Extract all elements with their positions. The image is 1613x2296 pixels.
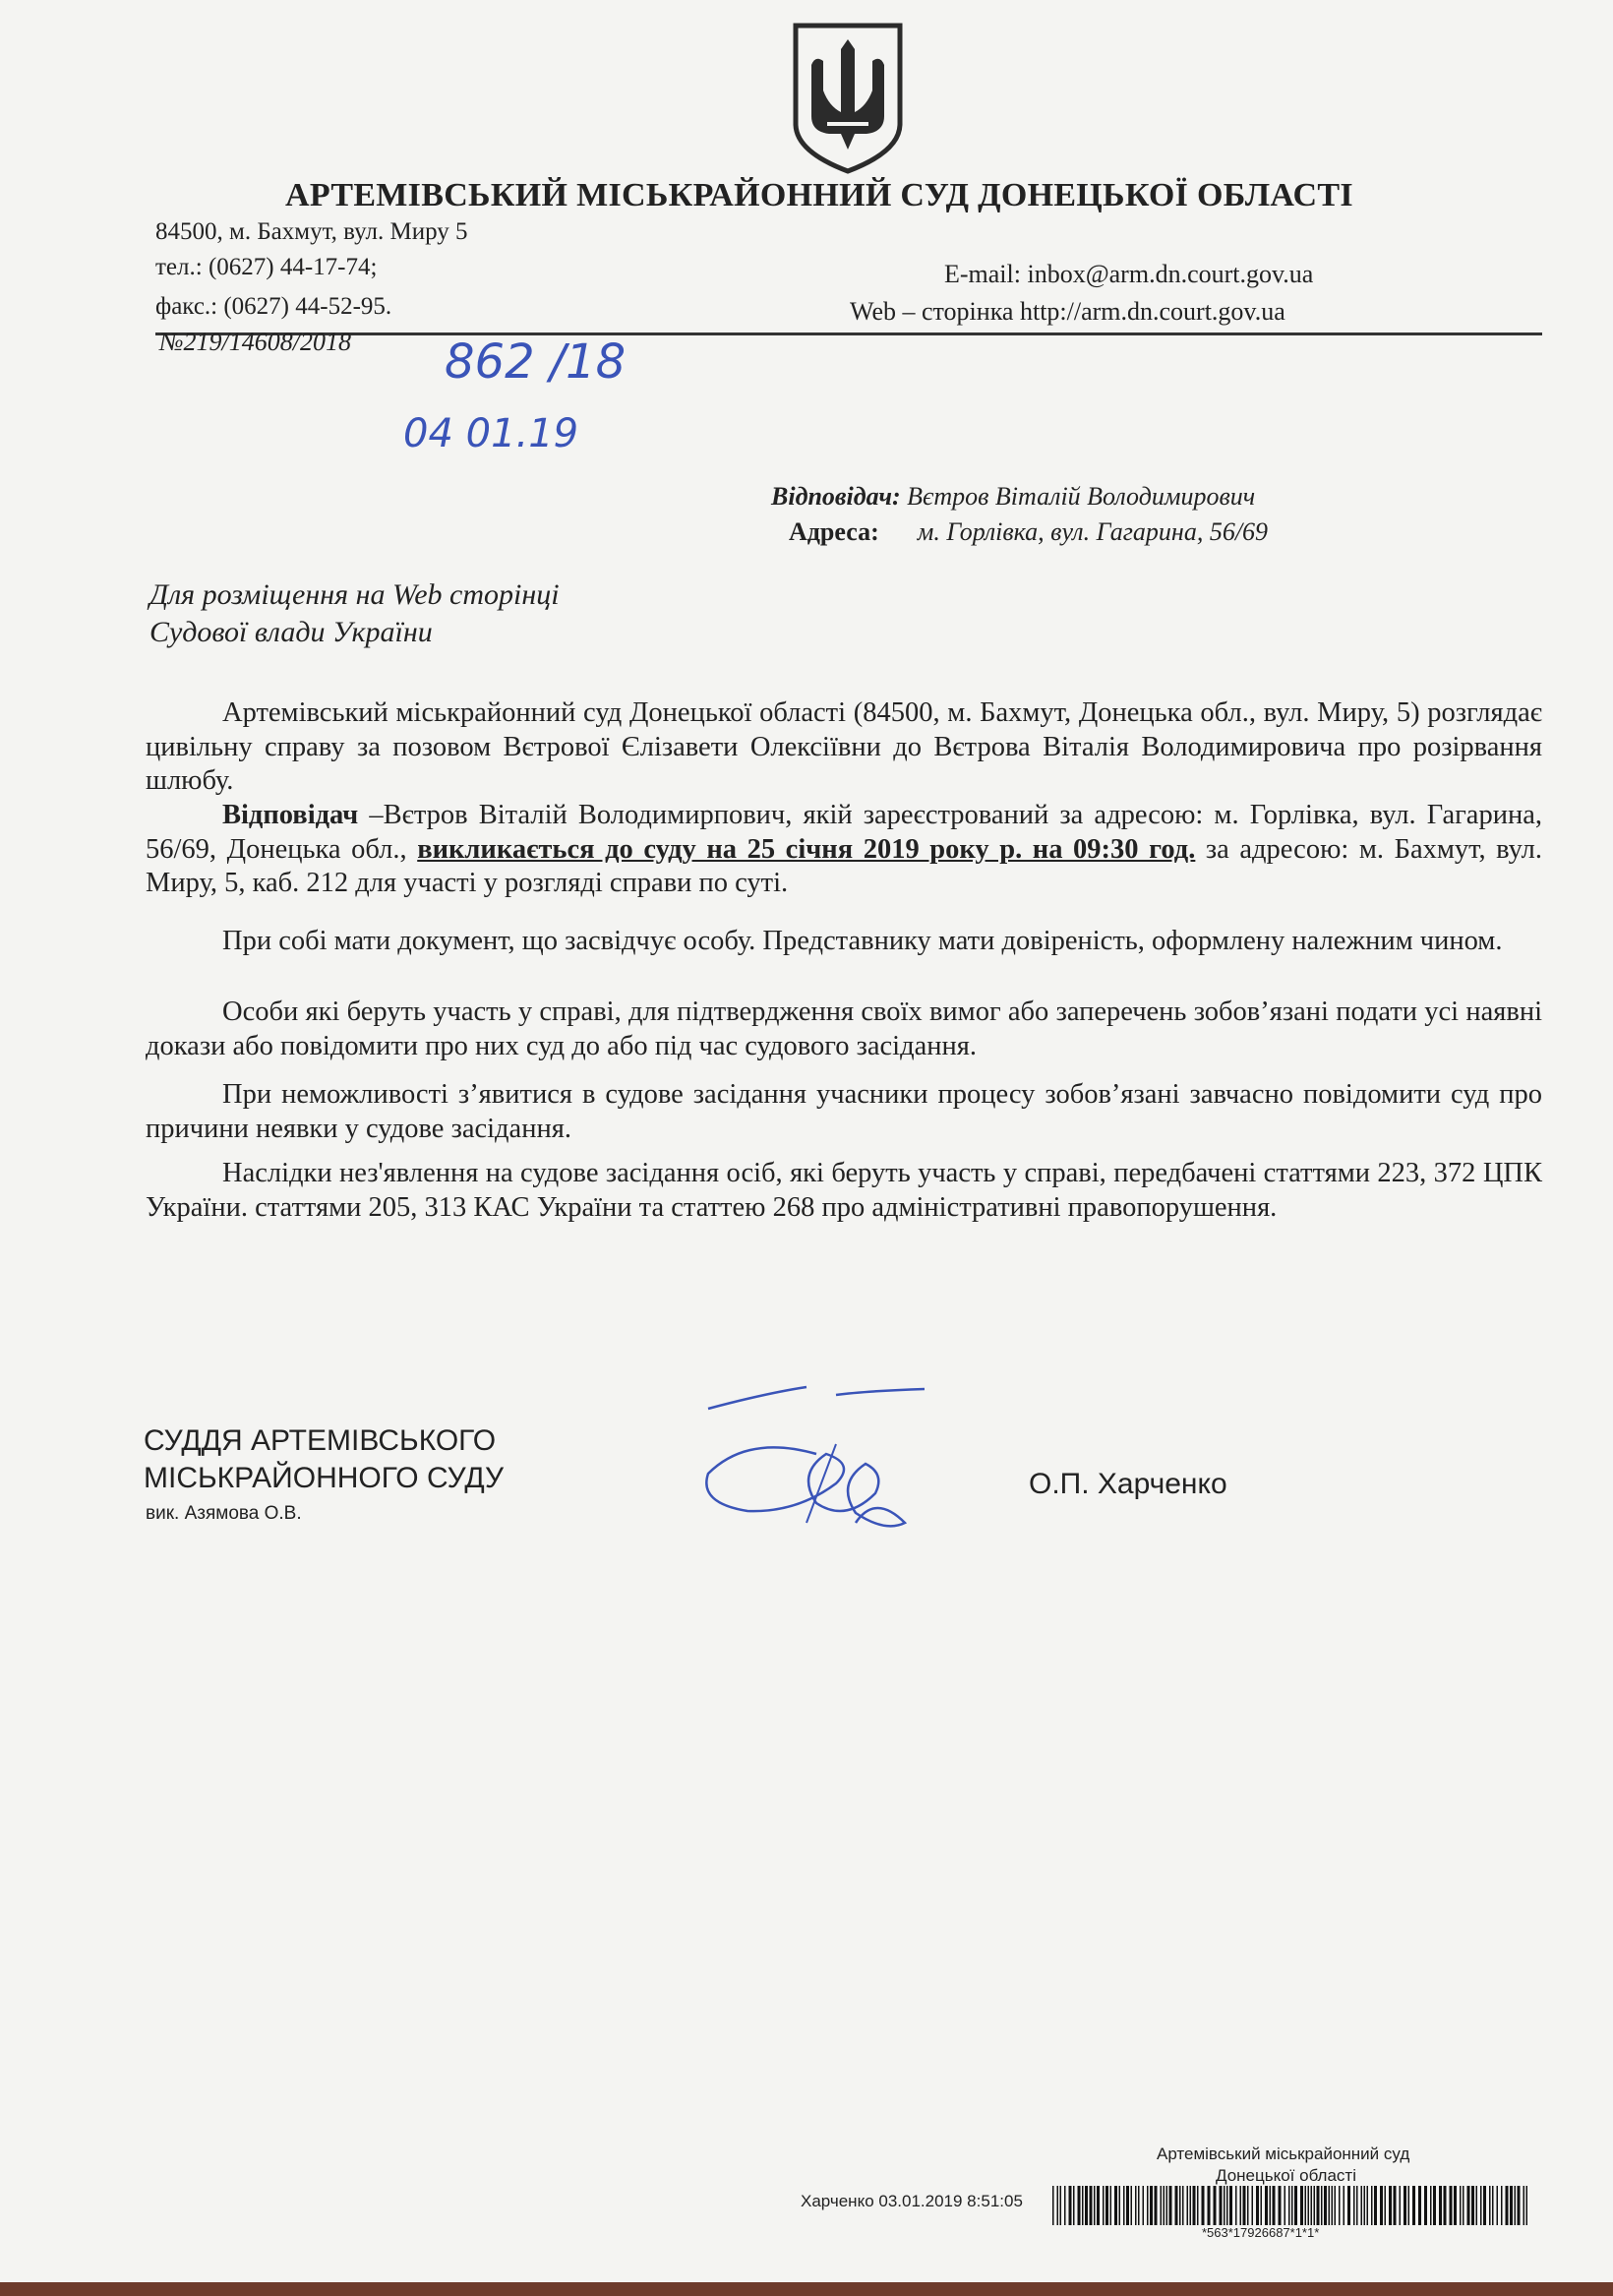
court-phone: тел.: (0627) 44-17-74;	[155, 254, 378, 280]
address-value: м. Горлівка, вул. Гагарина, 56/69	[917, 517, 1269, 546]
body-paragraph-1: Артемівський міськрайонний суд Донецької області (84500, м. Бахмут, Донецька обл., вул. Миру, 5) розглядає цивільну справу за позовом Вєтрової Єлізавети Олексіївни до Вєтрова Віталія Володимировича про розірвання шлюбу.	[146, 697, 1542, 796]
defendant-line	[771, 482, 1255, 512]
court-email: E-mail: inbox@arm.dn.court.gov.ua	[944, 260, 1314, 288]
handwritten-incoming-date: 04 01.19	[403, 411, 579, 456]
handwritten-incoming-number: 862 /18	[445, 334, 627, 390]
body-paragraph-5: При неможливості з’явитися в судове засідання учасники процесу зобов’язані завчасно повідомити суд про причини неявки у судове засідання.	[146, 1079, 1542, 1144]
barcode-caption: *563*17926687*1*1*	[1202, 2225, 1320, 2240]
body-paragraph-6: Наслідки нез'явлення на судове засідання осіб, які беруть участь у справі, передбачені статтями 223, 372 ЦПК України. статтями 205, 313 КАС України та статтею 268 про адміністративні правопорушення.	[146, 1158, 1542, 1223]
judge-title-line1: СУДДЯ АРТЕМІВСЬКОГО	[144, 1424, 497, 1457]
executor-name: вик. Азямова О.В.	[146, 1503, 302, 1524]
barcode-icon	[1052, 2186, 1530, 2225]
address-label: Адреса:	[789, 517, 879, 546]
stamp-court-line2: Донецької області	[1216, 2166, 1356, 2185]
court-fax: факс.: (0627) 44-52-95.	[155, 293, 392, 320]
stamp-court-line1: Артемівський міськрайонний суд	[1157, 2145, 1410, 2163]
court-address: 84500, м. Бахмут, вул. Миру 5	[155, 218, 468, 245]
stamp-user-datetime: Харченко 03.01.2019 8:51:05	[801, 2192, 1023, 2210]
header-divider	[155, 332, 1542, 335]
scan-edge	[0, 2282, 1613, 2296]
registration-number: №219/14608/2018	[159, 328, 351, 356]
defendant-bold-label: Відповідач	[222, 800, 359, 830]
web-note-line1: Для розміщення на Web сторінці	[149, 578, 560, 611]
web-note-line2: Судової влади України	[149, 616, 433, 648]
summons-datetime: викликається до суду на 25 січня 2019 року р. на 09:30 год.	[417, 833, 1196, 865]
body-paragraph-4: Особи які беруть участь у справі, для підтвердження своїх вимог або заперечень зобов’язані подати усі наявні докази або повідомити про них суд до або під час судового засідання.	[146, 997, 1542, 1061]
court-website: Web – сторінка http://arm.dn.court.gov.ua	[850, 297, 1285, 326]
defendant-name: Вєтров Віталій Володимирович	[907, 482, 1256, 511]
body-paragraph-2: Відповідач –Вєтров Віталій Володимирпович, якій зареєстрований за адресою: м. Горлівка, вул. Гагарина, 56/69, Донецька обл., викликається до суду на 25 січня 2019 року р. на 09:30 год. за адресою: м. Бахмут, вул. Миру, 5, каб. 212 для участі у розгляді справи по суті.	[146, 800, 1542, 898]
body-paragraph-3: При собі мати документ, що засвідчує особу. Представнику мати довіреність, оформлену належним чином.	[222, 926, 1503, 956]
trident-emblem-icon	[790, 22, 906, 175]
address-line	[789, 517, 1268, 547]
court-title: АРТЕМІВСЬКИЙ МІСЬКРАЙОННИЙ СУД ДОНЕЦЬКОЇ ОБЛАСТІ	[285, 177, 1353, 213]
judge-name: О.П. Харченко	[1029, 1468, 1227, 1500]
handwritten-signature-icon	[688, 1375, 974, 1542]
judge-title-line2: МІСЬКРАЙОННОГО СУДУ	[144, 1462, 505, 1494]
defendant-label: Відповідач:	[771, 482, 901, 511]
